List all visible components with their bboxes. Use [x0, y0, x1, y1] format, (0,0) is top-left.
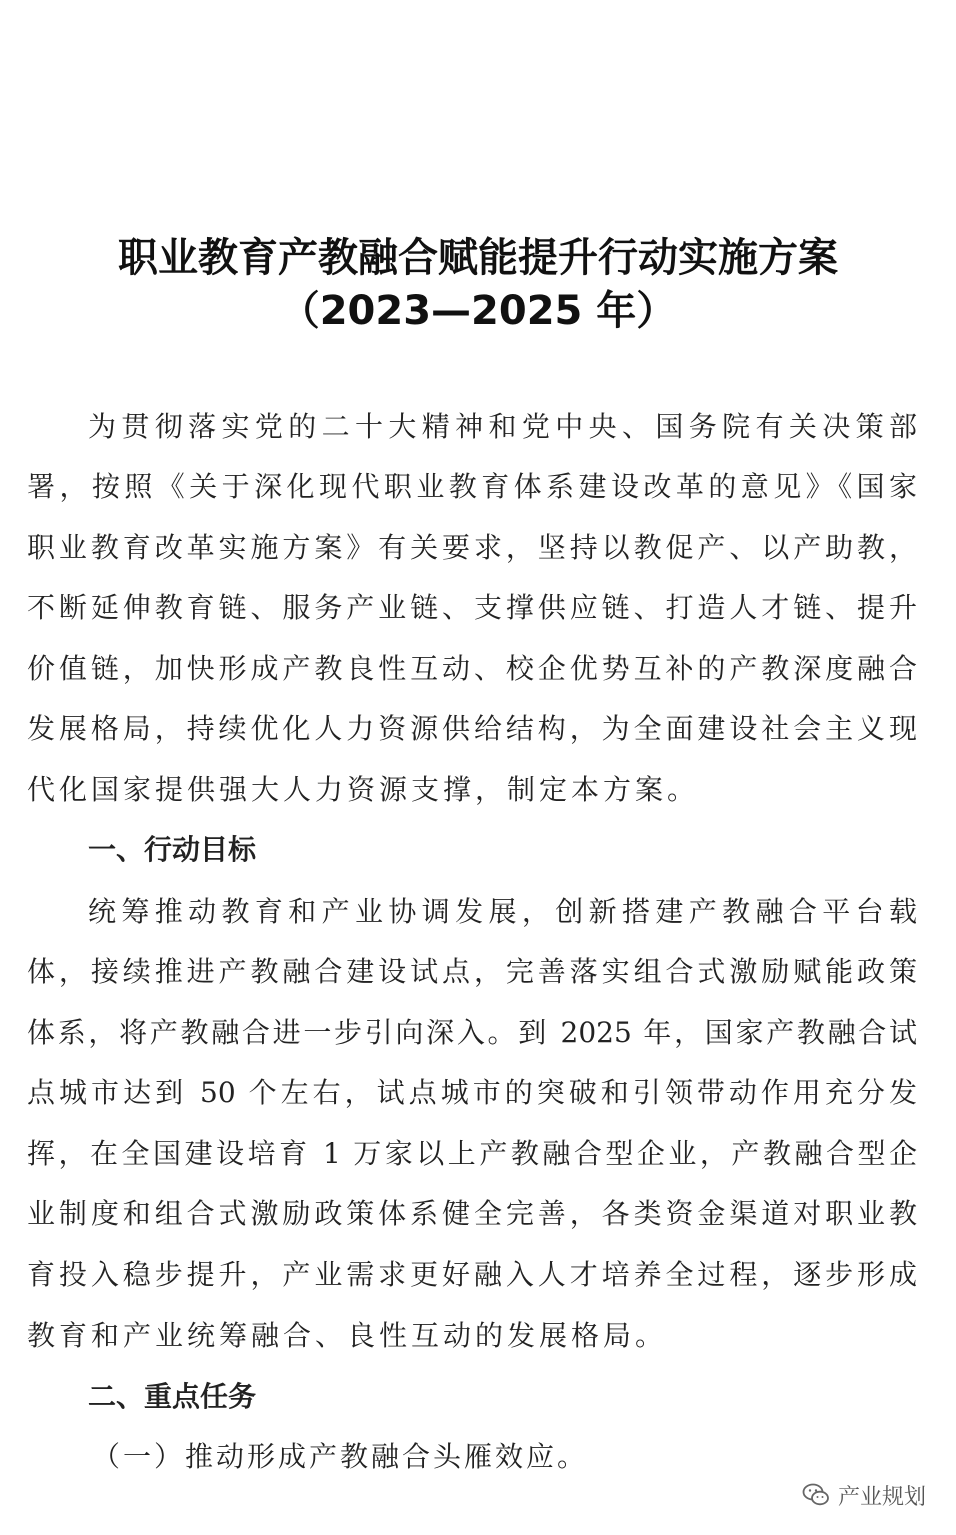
intro-line: 署，按照《关于深化现代职业教育体系建设改革的意见》《国家: [27, 470, 917, 503]
wechat-icon: [802, 1482, 830, 1508]
document-subtitle: （2023—2025 年）: [279, 288, 677, 334]
section-heading: 二、重点任务: [88, 1380, 257, 1413]
section1-line: 挥，在全国建设培育 1 万家以上产教融合型企业，产教融合型企: [27, 1137, 917, 1170]
section1-line: 点城市达到 50 个左右，试点城市的突破和引领带动作用充分发: [27, 1076, 917, 1109]
intro-line: 为贯彻落实党的二十大精神和党中央、国务院有关决策部: [88, 410, 917, 443]
section1-line: 育投入稳步提升，产业需求更好融入人才培养全过程，逐步形成: [27, 1258, 917, 1291]
intro-line: 价值链，加快形成产教良性互动、校企优势互补的产教深度融合: [27, 652, 917, 685]
intro-line: 代化国家提供强大人力资源支撑，制定本方案。: [27, 773, 700, 806]
section1-line: 统筹推动教育和产业协调发展，创新搭建产教融合平台载: [88, 895, 917, 928]
intro-line: 不断延伸教育链、服务产业链、支撑供应链、打造人才链、提升: [27, 591, 917, 624]
section1-line: 体系，将产教融合进一步引向深入。到 2025 年，国家产教融合试: [27, 1016, 917, 1049]
section-heading: 一、行动目标: [88, 833, 257, 866]
section1-line: 业制度和组合式激励政策体系健全完善，各类资金渠道对职业教: [27, 1197, 917, 1230]
intro-line: 发展格局，持续优化人力资源供给结构，为全面建设社会主义现: [27, 712, 917, 745]
watermark-text: 产业规划: [837, 1484, 926, 1510]
intro-line: 职业教育改革实施方案》有关要求，坚持以教促产、以产助教，: [27, 531, 917, 564]
watermark: [802, 1478, 926, 1512]
section1-line: 体，接续推进产教融合建设试点，完善落实组合式激励赋能政策: [27, 955, 917, 988]
document-title: 职业教育产教融合赋能提升行动实施方案: [118, 235, 838, 281]
section1-line: 教育和产业统筹融合、良性互动的发展格局。: [27, 1319, 668, 1352]
subsection-heading: （一）推动形成产教融合头雁效应。: [92, 1440, 589, 1473]
